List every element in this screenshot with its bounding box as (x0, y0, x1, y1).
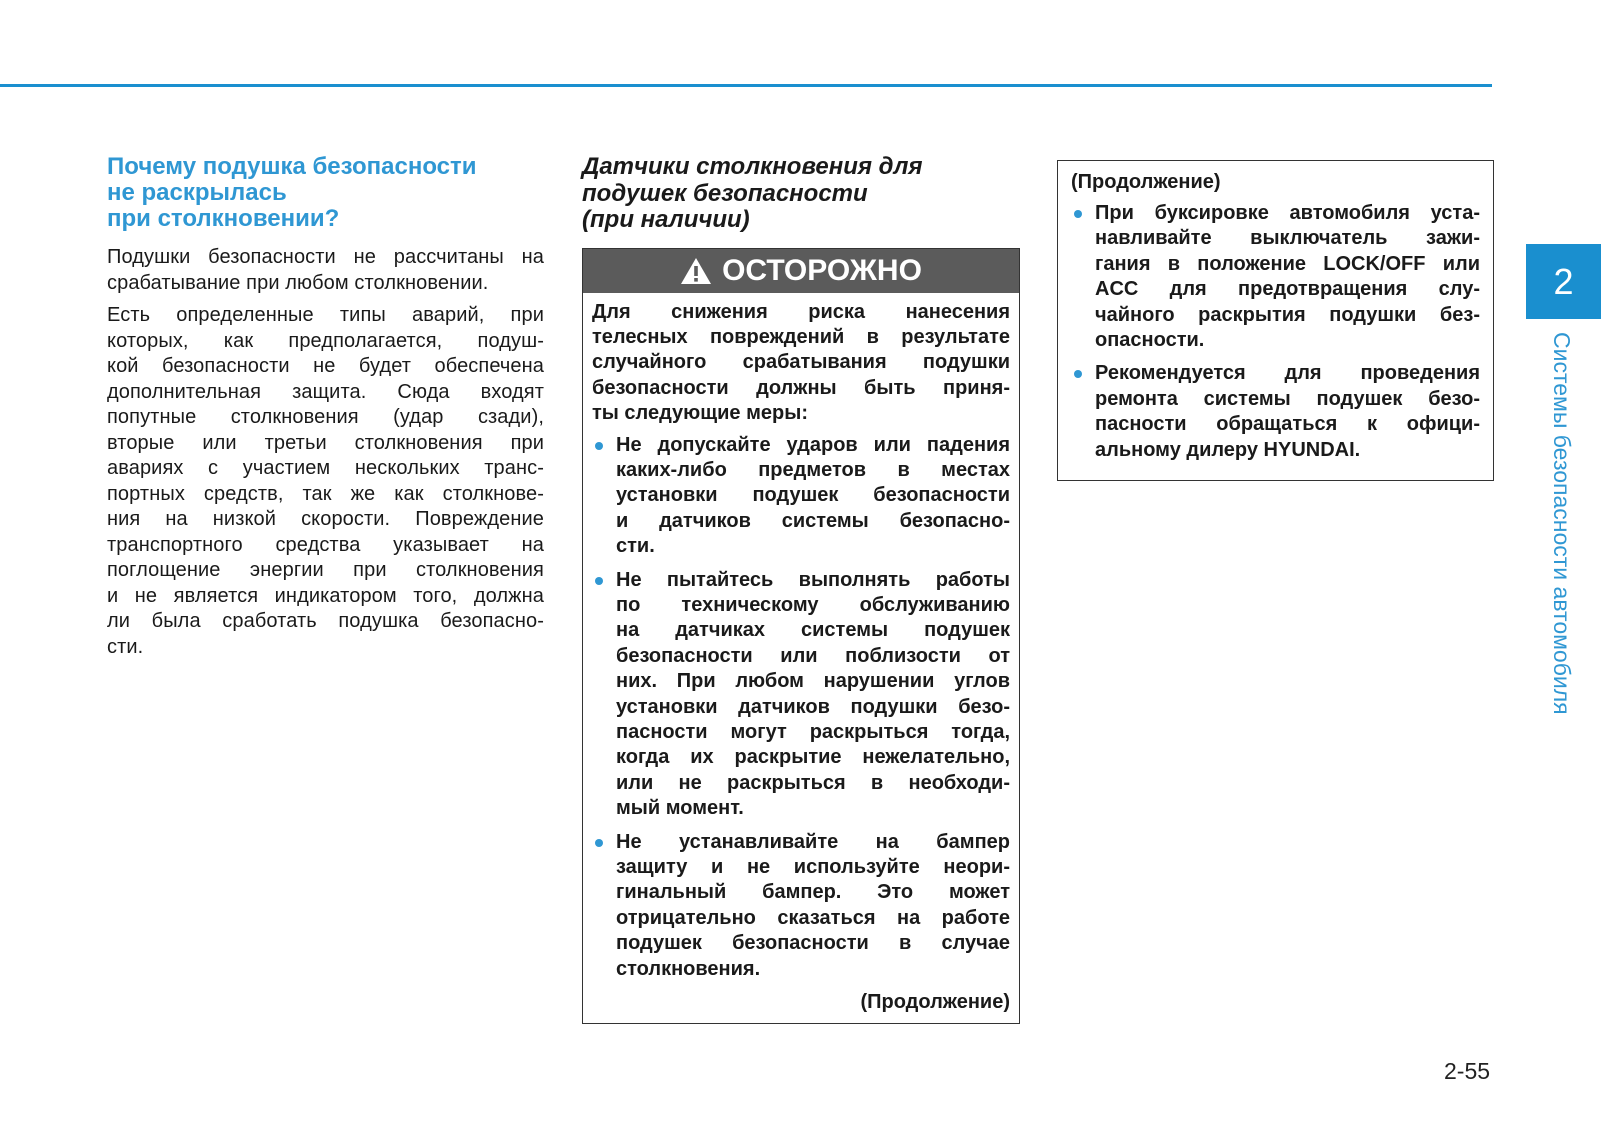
text-line: подушек безопасности в случае (616, 932, 1010, 955)
text-line: безопасности должны быть приня- (592, 376, 1010, 399)
text-line: мый момент. (616, 797, 744, 820)
list-item (592, 568, 1010, 822)
heading-line: при столкновении? (107, 205, 340, 232)
section-heading (582, 154, 1020, 234)
text-line: ремонта системы подушек безо- (1095, 387, 1480, 410)
right-column-box (1057, 160, 1494, 481)
heading-line: не раскрылась (107, 179, 287, 206)
bullet-icon (595, 442, 603, 450)
text-line: них. При любом нарушении углов (616, 670, 1010, 693)
continued-label: (Продолжение) (1071, 171, 1221, 193)
bullet-icon (595, 577, 603, 585)
text-line: Подушки безопасности не рассчитаны на (107, 246, 544, 268)
warning-bullet-list (592, 433, 1010, 983)
list-item (1071, 361, 1480, 463)
warning-body (583, 293, 1019, 1024)
text-line: пасности могут раскрыться тогда, (616, 721, 1010, 743)
warning-title: ОСТОРОЖНО (722, 253, 922, 287)
text-line: портных средств, так же как столкнове- (107, 482, 544, 505)
text-line: которых, как предполагается, подуш- (107, 329, 544, 352)
text-line: ты следующие меры: (592, 402, 808, 425)
text-line: когда их раскрытие нежелательно, (616, 746, 1010, 769)
text-line: альному дилеру HYUNDAI. (1095, 438, 1361, 461)
heading-line: Почему подушка безопасности (107, 153, 477, 180)
chapter-tab: 2 (1526, 244, 1601, 319)
text-line: безопасности или поблизости от (616, 644, 1010, 667)
text-line: сти. (107, 635, 144, 658)
text-line: столкновения. (616, 957, 761, 980)
heading-line: подушек безопасности (582, 179, 868, 207)
text-line: чайного раскрытия подушки без- (1095, 303, 1480, 326)
text-line: поглощение энергии при столкновения (107, 559, 544, 581)
paragraph-2 (107, 303, 544, 660)
text-line: авариях с участием нескольких транс- (107, 457, 544, 479)
list-item (592, 830, 1010, 982)
text-line: на датчиках системы подушек (616, 619, 1010, 642)
warning-triangle-icon (680, 257, 712, 285)
text-line: Не допускайте ударов или падения (616, 433, 1010, 456)
continued-bullet-list (1071, 201, 1480, 463)
left-column (107, 154, 544, 667)
text-line: Есть определенные типы аварий, при (107, 304, 544, 326)
text-line: Для снижения риска нанесения (592, 300, 1010, 323)
text-line: установки датчиков подушки безо- (616, 695, 1010, 718)
text-line: случайного срабатывания подушки (592, 351, 1010, 374)
text-line: установки подушек безопасности (616, 484, 1010, 507)
text-line: телесных повреждений в результате (592, 325, 1010, 348)
text-line: транспортного средства указывает на (107, 533, 544, 556)
section-heading (107, 154, 544, 232)
list-item (1071, 201, 1480, 353)
paragraph-1 (107, 245, 544, 296)
text-line: ACC для предотвращения слу- (1095, 278, 1480, 301)
text-line: по техническому обслуживанию (616, 593, 1010, 616)
text-line: сти. (616, 535, 655, 558)
text-line: отрицательно сказаться на работе (616, 906, 1010, 929)
text-line: дополнительная защита. Сюда входят (107, 380, 544, 403)
text-line: ния на низкой скорости. Повреждение (107, 508, 544, 530)
text-line: и датчиков системы безопасно- (616, 509, 1010, 532)
text-line: гинальный бампер. Это может (616, 881, 1010, 904)
bullet-icon (1074, 370, 1082, 378)
text-line: кой безопасности не будет обеспечена (107, 355, 544, 377)
text-line: навливайте выключатель зажи- (1095, 227, 1480, 250)
text-line: защиту и не используйте неори- (616, 856, 1010, 879)
text-line: или не раскрыться в необходи- (616, 771, 1010, 794)
heading-line: (при наличии) (582, 206, 750, 233)
text-line: попутные столкновения (удар сзади), (107, 406, 544, 428)
warning-header (583, 249, 1019, 293)
heading-line: Датчики столкновения для (582, 153, 923, 180)
text-line: срабатывание при любом столкновении. (107, 271, 489, 294)
bullet-icon (595, 839, 603, 847)
warning-intro (592, 300, 1010, 427)
text-line: каких-либо предметов в местах (616, 458, 1010, 481)
text-line: гания в положение LOCK/OFF или (1095, 252, 1480, 275)
text-line: Не пытайтесь выполнять работы (616, 568, 1010, 591)
top-rule (0, 84, 1492, 87)
text-line: ли была сработать подушка безопасно- (107, 610, 544, 632)
list-item (592, 433, 1010, 560)
text-line: Не устанавливайте на бампер (616, 830, 1010, 853)
bullet-icon (1074, 210, 1082, 218)
text-line: пасности обращаться к офици- (1095, 413, 1480, 436)
text-line: вторые или третьи столкновения при (107, 431, 544, 454)
text-line: При буксировке автомобиля уста- (1095, 202, 1480, 224)
text-line: Рекомендуется для проведения (1095, 362, 1480, 385)
chapter-title: Системы безопасности автомобиля (1549, 332, 1575, 715)
warning-box (582, 248, 1020, 1025)
middle-column (582, 154, 1020, 1024)
text-line: опасности. (1095, 329, 1205, 352)
text-line: и не является индикатором того, должна (107, 584, 544, 607)
page-number: 2-55 (1444, 1058, 1491, 1084)
continued-label: (Продолжение) (860, 991, 1010, 1014)
